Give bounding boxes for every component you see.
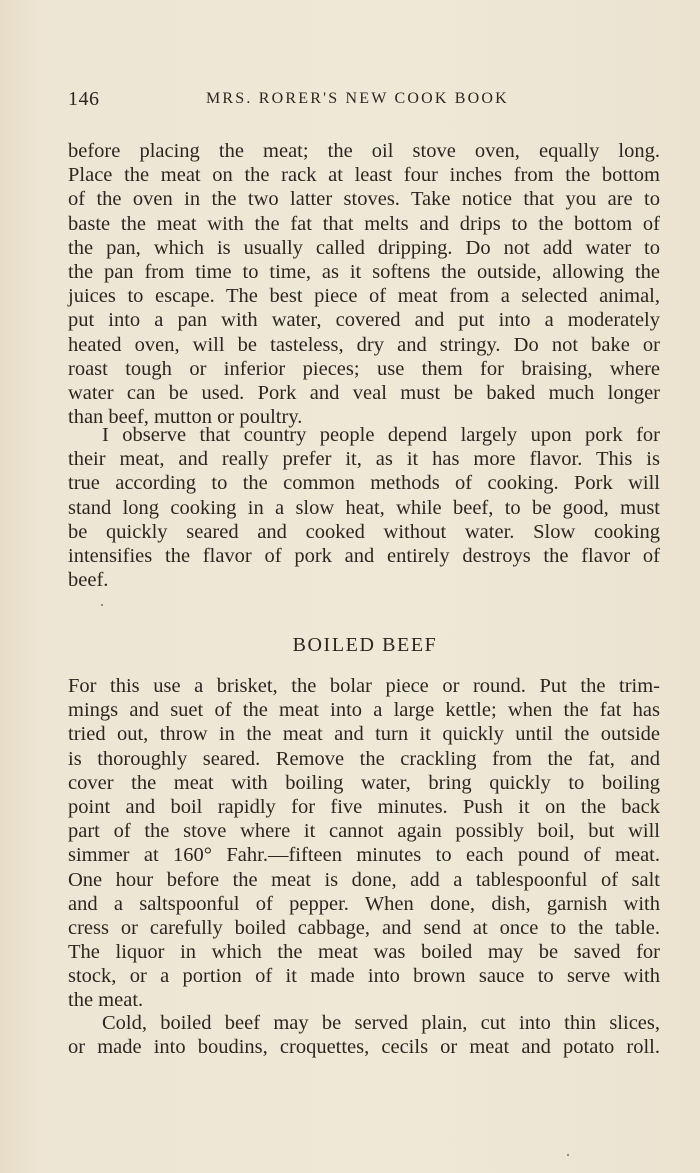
section-heading: BOILED BEEF [292, 634, 438, 656]
text-line: One hour before the meat is done, add a tablespoonful of salt [68, 868, 660, 891]
text-line: roast tough or inferior pieces; use them for braising, where [68, 357, 660, 380]
text-line: part of the stove where it cannot again possibly boil, but will [68, 820, 660, 843]
text-line: stock, or a portion of it made into brown sauce to serve with [68, 965, 660, 988]
text-line: point and boil rapidly for five minutes. Push it on the back [68, 795, 660, 818]
text-line: cress or carefully boiled cabbage, and send at once to the table. [68, 916, 660, 939]
text-line: their meat, and really prefer it, as it has more flavor. This is [68, 448, 660, 471]
text-line: The liquor in which the meat was boiled may be saved for [68, 941, 660, 964]
text-line: true according to the common methods of cooking. Pork will [68, 472, 660, 495]
text-line: and a saltspoonful of pepper. When done, dish, garnish with [68, 892, 660, 915]
text-line: the meat. [68, 989, 144, 1012]
text-line: heated oven, will be tasteless, dry and stringy. Do not bake or [68, 333, 660, 356]
paragraph-roasting-continued [68, 139, 660, 429]
text-line: stand long cooking in a slow heat, while beef, to be good, must [68, 496, 660, 519]
text-line: or made into boudins, croquettes, cecils or meat and potato roll. [68, 1036, 660, 1059]
text-line: is thoroughly seared. Remove the crackling from the fat, and [68, 747, 660, 770]
text-line: simmer at 160° Fahr.—fifteen minutes to each pound of meat. [68, 844, 660, 867]
text-line: For this use a brisket, the bolar piece or round. Put the trim- [68, 675, 660, 697]
text-line: beef. [68, 569, 109, 592]
text-line: baste the meat with the fat that melts and drips to the bottom of [68, 212, 660, 235]
text-line: the pan, which is usually called dripping. Do not add water to [68, 236, 660, 259]
text-line: of the oven in the two latter stoves. Take notice that you are to [68, 188, 660, 211]
text-line: Place the meat on the rack at least four inches from the bottom [68, 164, 660, 187]
text-line: tried out, throw in the meat and turn it quickly until the outside [68, 723, 660, 746]
text-line: water can be used. Pork and veal must be baked much longer [68, 381, 660, 404]
text-line: I observe that country people depend largely upon pork for [102, 424, 660, 446]
paragraph-pork [68, 423, 660, 592]
text-line: Cold, boiled beef may be served plain, cut into thin slices, [102, 1012, 660, 1034]
text-line: juices to escape. The best piece of meat from a selected animal, [68, 285, 660, 308]
paper-speck [101, 604, 103, 606]
text-line: than beef, mutton or poultry. [68, 406, 303, 429]
paragraph-boiled-beef [68, 674, 660, 1013]
text-line: the pan from time to time, as it softens the outside, allowing the [68, 260, 660, 283]
paragraph-cold-boiled-beef [68, 1011, 660, 1059]
paper-speck [567, 1154, 569, 1156]
running-head [68, 88, 660, 116]
text-line: cover the meat with boiling water, bring quickly to boiling [68, 771, 660, 794]
text-line: mings and suet of the meat into a large kettle; when the fat has [68, 699, 660, 722]
text-line: intensifies the flavor of pork and entirely destroys the flavor of [68, 544, 660, 567]
running-title: MRS. RORER'S NEW COOK BOOK [206, 90, 509, 107]
text-line: be quickly seared and cooked without water. Slow cooking [68, 520, 660, 543]
page-number: 146 [68, 88, 100, 110]
text-line: before placing the meat; the oil stove oven, equally long. [68, 140, 660, 162]
text-line: put into a pan with water, covered and put into a moderately [68, 309, 660, 332]
